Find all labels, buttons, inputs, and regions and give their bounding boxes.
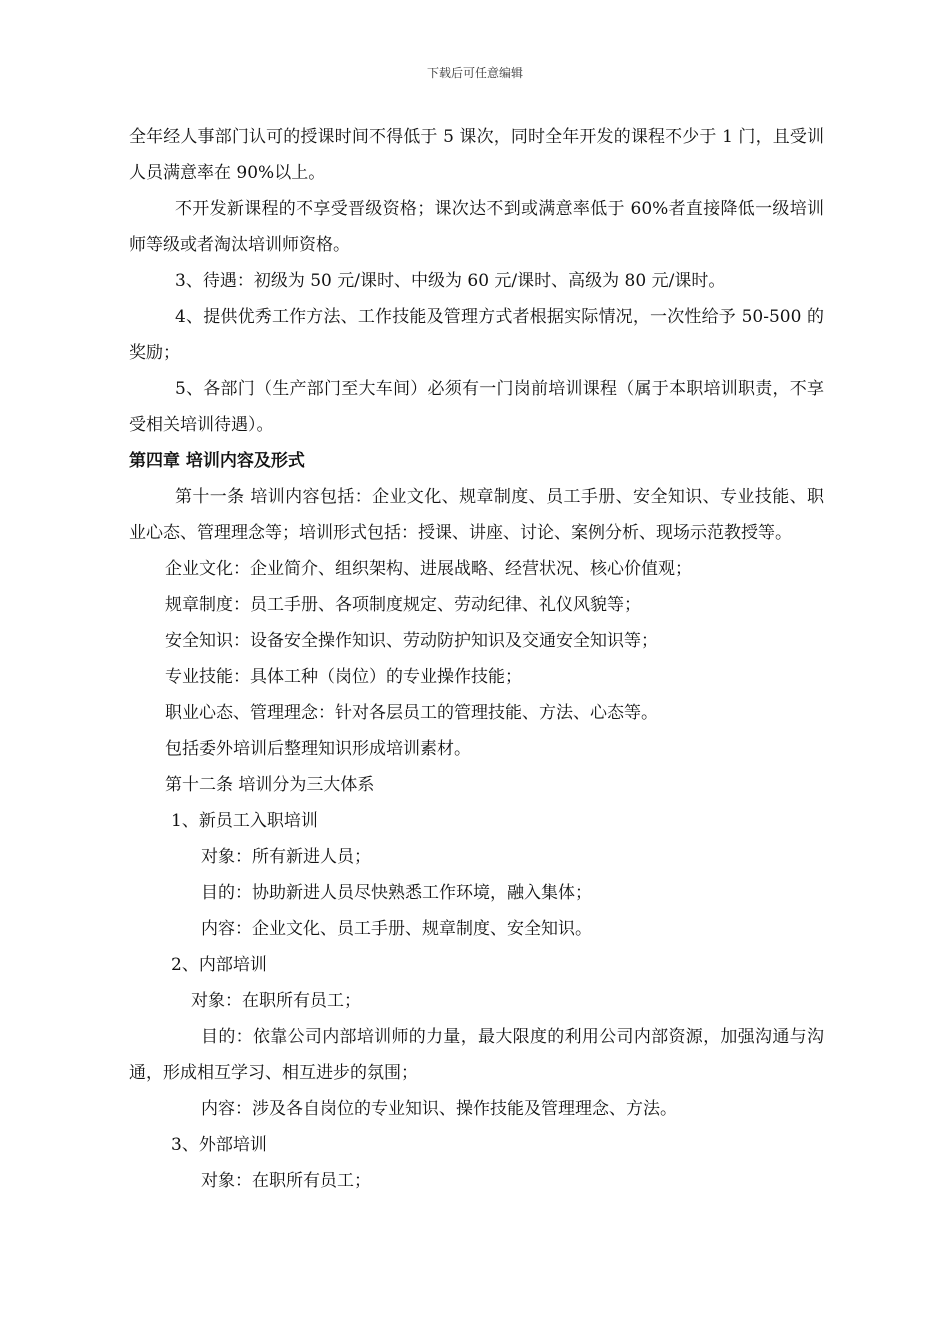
paragraph: 职业心态、管理理念：针对各层员工的管理技能、方法、心态等。 — [165, 703, 658, 723]
paragraph: 对象：在职所有员工； — [191, 991, 361, 1011]
paragraph: 第十一条 培训内容包括：企业文化、规章制度、员工手册、安全知识、专业技能、职业心态、管理理念等；培训形式包括：授课、讲座、讨论、案例分析、现场示范教授等。 — [129, 487, 824, 543]
paragraph: 3、待遇：初级为 50 元/课时、中级为 60 元/课时、高级为 80 元/课时。 — [175, 271, 726, 291]
paragraph: 目的：依靠公司内部培训师的力量，最大限度的利用公司内部资源，加强沟通与沟通，形成相互学习、相互进步的氛围； — [129, 1027, 824, 1083]
list-item: 1、新员工入职培训 — [171, 811, 318, 831]
chapter-heading: 第四章 培训内容及形式 — [129, 451, 305, 471]
paragraph: 规章制度：员工手册、各项制度规定、劳动纪律、礼仪风貌等； — [165, 595, 641, 615]
paragraph: 专业技能：具体工种（岗位）的专业操作技能； — [165, 667, 522, 687]
paragraph: 全年经人事部门认可的授课时间不得低于 5 课次，同时全年开发的课程不少于 1 门，且受训人员满意率在 90%以上。 — [129, 127, 824, 183]
list-item: 3、外部培训 — [171, 1135, 267, 1155]
paragraph: 内容：企业文化、员工手册、规章制度、安全知识。 — [201, 919, 592, 939]
paragraph: 安全知识：设备安全操作知识、劳动防护知识及交通安全知识等； — [165, 631, 658, 651]
paragraph: 5、各部门（生产部门至大车间）必须有一门岗前培训课程（属于本职培训职责，不享受相关培训待遇）。 — [129, 379, 824, 435]
paragraph: 对象：在职所有员工； — [201, 1171, 371, 1191]
header-note: 下载后可任意编辑 — [426, 66, 523, 80]
document-body — [129, 119, 824, 1199]
paragraph: 对象：所有新进人员； — [201, 847, 371, 867]
paragraph: 包括委外培训后整理知识形成培训素材。 — [165, 739, 471, 759]
paragraph: 不开发新课程的不享受晋级资格；课次达不到或满意率低于 60%者直接降低一级培训师等级或者淘汰培训师资格。 — [129, 199, 824, 255]
paragraph: 企业文化：企业简介、组织架构、进展战略、经营状况、核心价值观； — [165, 559, 692, 579]
section-heading: 第十二条 培训分为三大体系 — [165, 775, 375, 795]
paragraph: 4、提供优秀工作方法、工作技能及管理方式者根据实际情况，一次性给予 50-500 的奖励； — [129, 307, 824, 363]
list-item: 2、内部培训 — [171, 955, 267, 975]
paragraph: 内容：涉及各自岗位的专业知识、操作技能及管理理念、方法。 — [201, 1099, 677, 1119]
paragraph: 目的：协助新进人员尽快熟悉工作环境，融入集体； — [201, 883, 592, 903]
